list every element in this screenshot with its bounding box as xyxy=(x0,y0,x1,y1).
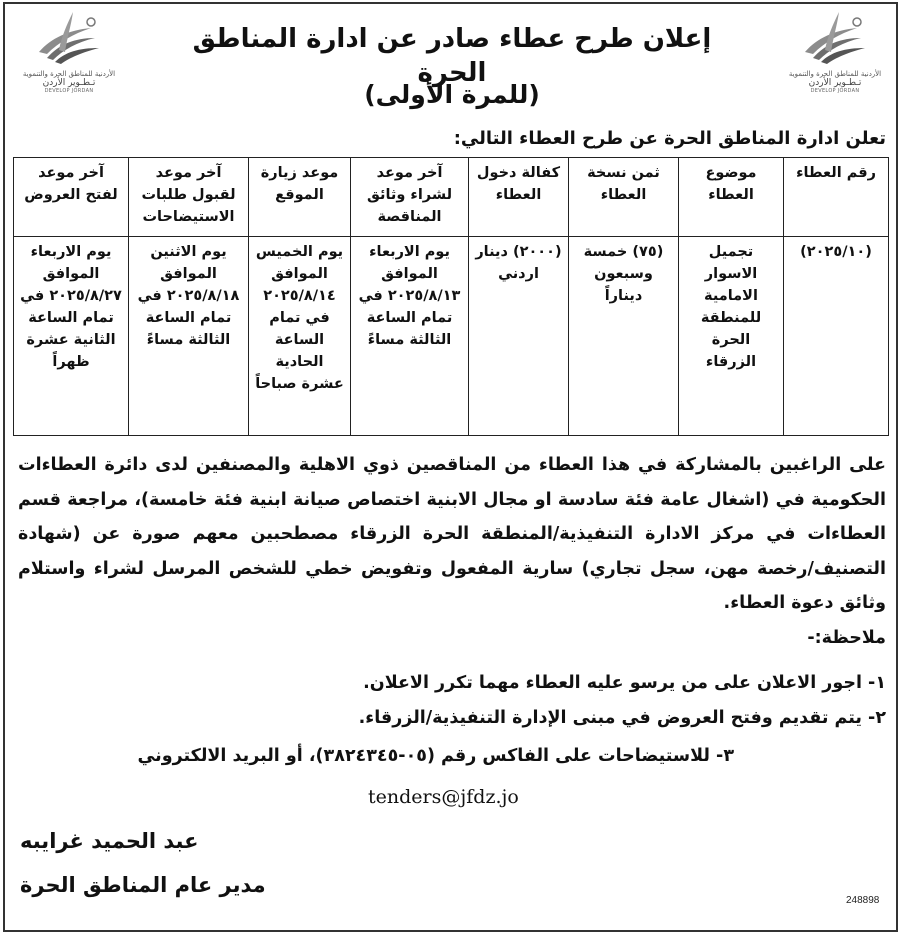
logo-caption: الأردنية للمناطق الحرة والتنموية xyxy=(788,70,882,78)
intro-line: تعلن ادارة المناطق الحرة عن طرح العطاء التالي: xyxy=(453,128,886,149)
cell-bid-bond: (٢٠٠٠) دينار اردني xyxy=(469,237,569,436)
cell-tender-number: (٢٠٢٥/١٠) xyxy=(784,237,889,436)
header-purchase-deadline: آخر موعد لشراء وثائق المناقصة xyxy=(351,158,469,237)
develop-jordan-logo-icon xyxy=(29,8,109,70)
header-site-visit: موعد زيارة الموقع xyxy=(249,158,351,237)
header-bid-bond: كفالة دخول العطاء xyxy=(469,158,569,237)
develop-jordan-logo-icon xyxy=(795,8,875,70)
announcement-subtitle: (للمرة الأولى) xyxy=(364,80,540,109)
signatory-name: عبد الحميد غرايبه xyxy=(20,829,199,853)
cell-purchase-deadline: يوم الاربعاء الموافق ٢٠٢٥/٨/١٣ في تمام الساعة الثالثة مساءً xyxy=(351,237,469,436)
cell-clarification-deadline: يوم الاثنين الموافق ٢٠٢٥/٨/١٨ في تمام الساعة الثالثة مساءً xyxy=(129,237,249,436)
header-opening-deadline: آخر موعد لفتح العروض xyxy=(14,158,129,237)
cell-tender-subject: تجميل الاسوار الامامية للمنطقة الحرة الزرقاء xyxy=(679,237,784,436)
logo-subtitle: DEVELOP JORDAN xyxy=(810,88,860,94)
announcement-title: إعلان طرح عطاء صادر عن ادارة المناطق الحرة xyxy=(192,24,712,88)
cell-opening-deadline: يوم الاربعاء الموافق ٢٠٢٥/٨/٢٧ في تمام الساعة الثانية عشرة ظهراً xyxy=(14,237,129,436)
logo-caption: الأردنية للمناطق الحرة والتنموية xyxy=(22,70,116,78)
header-clarification-deadline: آخر موعد لقبول طلبات الاستيضاحات xyxy=(129,158,249,237)
cell-copy-price: (٧٥) خمسة وسبعون ديناراً xyxy=(569,237,679,436)
table-row xyxy=(14,237,889,436)
eligibility-paragraph: على الراغبين بالمشاركة في هذا العطاء من المناقصين ذوي الاهلية والمصنفين لدى دائرة العطاءات الحكومية في (اشغال عامة فئة سادسة او مجال الابنية اختصاص صيانة ابنية فئة خامسة)، مراجعة قسم العطاءات في مركز الادارة التنفيذية/المنطقة الحرة الزرقاء مصطحبين معهم صورة عن (شهادة التصنيف/رخصة مهن، سجل تجاري) سارية المفعول وتفويض خطي للشخص المرسل لشراء واستلام وثائق دعوة العطاء. xyxy=(18,455,886,613)
logo-left xyxy=(14,8,124,108)
header-tender-number: رقم العطاء xyxy=(784,158,889,237)
note-item: ٢- يتم تقديم وفتح العروض في مبنى الإدارة التنفيذية/الزرقاء. xyxy=(358,708,886,728)
logo-subtitle: DEVELOP JORDAN xyxy=(44,88,94,94)
note-item: ١- اجور الاعلان على من يرسو عليه العطاء مهما تكرر الاعلان. xyxy=(363,673,886,693)
email-link[interactable]: tenders@jfdz.jo xyxy=(368,786,519,808)
note-item: ٣- للاستيضاحات على الفاكس رقم (٠٥-٣٨٢٤٣٤٥)، أو البريد الالكتروني xyxy=(137,746,734,766)
header-tender-subject: موضوع العطاء xyxy=(679,158,784,237)
signatory-title: مدير عام المناطق الحرة xyxy=(20,873,266,897)
logo-right xyxy=(780,8,890,108)
notes-title: ملاحظة:- xyxy=(807,628,886,648)
cell-site-visit: يوم الخميس الموافق ٢٠٢٥/٨/١٤ في تمام الساعة الحادية عشرة صباحاً xyxy=(249,237,351,436)
logo-brand: تـطـوير الأردن xyxy=(42,78,96,88)
tender-table xyxy=(13,157,889,436)
logo-brand: تـطـوير الأردن xyxy=(808,78,862,88)
header-copy-price: ثمن نسخة العطاء xyxy=(569,158,679,237)
reference-number: 248898 xyxy=(846,895,880,906)
table-header-row xyxy=(14,158,889,237)
